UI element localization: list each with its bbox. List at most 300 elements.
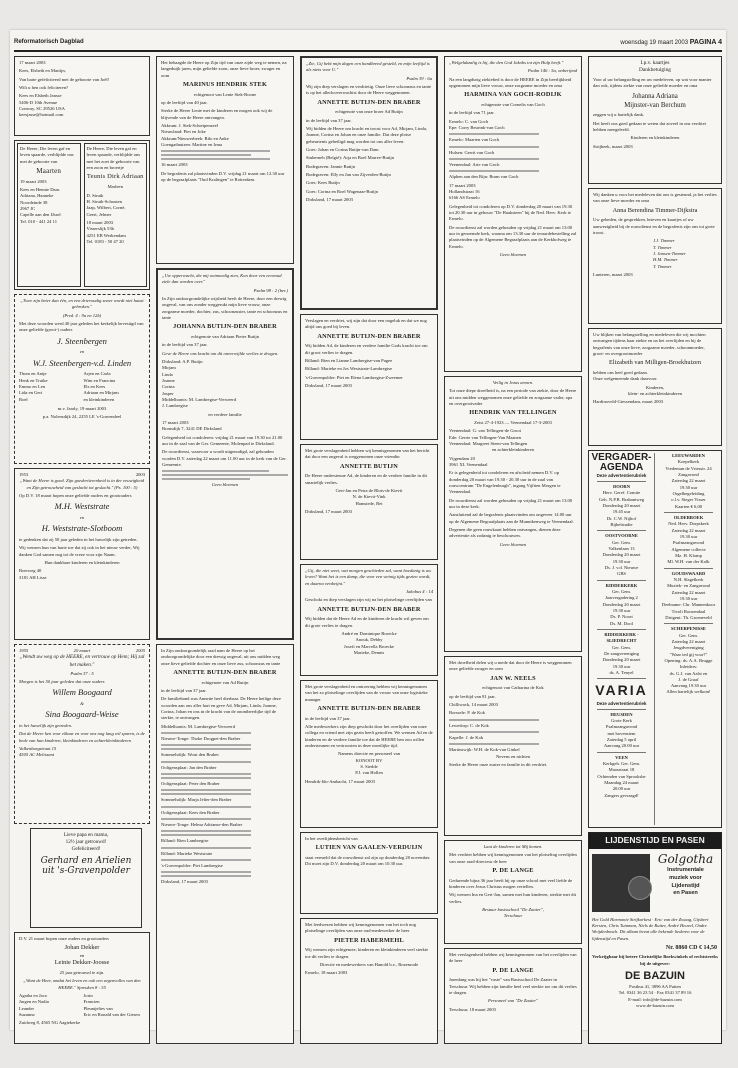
ad-text: De begrafenis zal plaatsvinden D.V. vrijdag 21 maart om 12.30 uur op de begraafplaats "Oud Kralingen" te Rotterdam. <box>161 170 285 182</box>
text-filler <box>161 806 289 808</box>
entry-line: Herv. Geref. Comite <box>602 490 641 496</box>
entry-line: ds. G.J. van Aalst en <box>669 670 708 676</box>
entry-line: Mz. H. Klomp <box>675 552 702 558</box>
ad-place: Hamstede, Bei <box>355 500 383 506</box>
entry-line: J. de Graaf <box>678 676 699 682</box>
entry-line: Jeugdvereniging <box>673 645 704 651</box>
ad-date: Hardinxveld-Giessendam, maart 2003 <box>593 399 664 405</box>
deceased-name: ANNETTE BUTIJN <box>340 462 398 470</box>
deceased-name: ANNETTE BUTIJN-DEN BRABER <box>317 98 421 106</box>
ad-address: Bronsdijk 7, 3241 DE Dirksland <box>162 426 222 432</box>
obituary-johanna-butijn <box>156 268 294 640</box>
ad-line: Kees en Hennie Daas <box>20 186 60 192</box>
family-line: Ooltgensplaat: Jan den Braber <box>161 764 217 770</box>
text-filler <box>161 744 289 750</box>
ad-signature: Geen bloemen <box>211 482 239 488</box>
sibling-name: Marleen <box>107 184 123 190</box>
cd-cover-image <box>592 854 650 912</box>
agenda-left <box>591 453 655 825</box>
entry-line: N.H. Slagelkerk <box>673 576 704 582</box>
family-line: Alphen aan den Rijn: Bram van Goch <box>449 174 519 180</box>
text-filler <box>161 773 289 779</box>
entry-line: Algemene collecte <box>671 546 706 552</box>
ad-intro: D.V. 21 maart hopen onze ouders en grootouders <box>19 936 109 941</box>
correction-notice-van-gaalen <box>300 832 438 914</box>
deceased-name: P. DE LANGE <box>492 966 534 974</box>
ad-date: Chilliwack, 14 maart 2003 <box>449 702 498 707</box>
ad-date: m.v. Jaarly, 19 maart 2003 <box>57 406 107 412</box>
announcement-birth-joel <box>14 56 150 136</box>
ad-date: Strijbeek, maart 2003 <box>593 143 633 149</box>
couple-name: H. Weststrate-Slotboom <box>41 523 123 534</box>
entry-line: Zangers gevraagd! <box>604 792 639 798</box>
ad-signature: Hun dankbare kinderen en kleinkinderen <box>44 560 120 566</box>
ad-text: Voor al uw belangstelling en uw medeleven, op wat voor manier dan ook, tijdens ziekte van onze geliefde moeder en oma <box>593 76 712 89</box>
cd-shop-info: Verkrijgbaar bij betere Christelijke Boekwinkels of rechtstreeks bij de uitgever: <box>592 954 718 966</box>
family-line: Martinswijk: W.H. de Kok-van Ginkel <box>449 747 520 753</box>
ad-signature: Namens directie en personeel van <box>338 751 400 757</box>
ad-date: 17 maart 2003 <box>19 60 46 65</box>
family-line: Ooltgensplaat: Peter den Braber <box>161 780 220 786</box>
ad-intro: De Heere, Die leven gaf en leven spaarde, verblijdde ons met de geboorte van <box>20 146 74 164</box>
obituary-van-tellingen <box>444 376 582 652</box>
ad-date: 20 maart <box>73 648 91 653</box>
ad-text: Wij wensen zijn echtgenote, kinderen en kleinkinderen veel sterkte toe dit verlies te dragen. <box>305 947 429 959</box>
deceased-name: Mijnster-van Berchum <box>624 101 686 109</box>
couple-name: M.H. Weststrate <box>54 501 110 512</box>
text-filler <box>161 732 289 734</box>
family-line: Joanne <box>162 377 175 383</box>
ad-signature: Gert-Jan en Petra de Blois-de Kievit <box>335 488 403 493</box>
text-filler <box>161 150 289 160</box>
entry-line: Psalmzangavond <box>605 724 638 730</box>
agenda-entry <box>658 571 719 622</box>
ad-text: Alle medewerkers zijn diep geschokt door het overlijden van onze collega en vriend met zijn gezin heeft getroffen. We wensen Ad en de kinderen en de verdere familie toe dat de HEERE hen zou willen ondersteunen en vertroosten in deze moeilijke tijd. <box>305 724 433 748</box>
ad-age: in de leeftijd van 71 jaar. <box>449 110 495 116</box>
column-4 <box>444 56 582 1020</box>
ad-date: Dirksland, 17 maart 2003 <box>305 382 352 388</box>
ad-text: Jarenlang was hij het "vaste" van Basisschool De Zaaier in Terschuur. Wij hebben zijn familie heel veel sterkte toe om dit verlies te dragen. <box>449 977 577 995</box>
ad-text: Verslagen en verdriet, wij zijn dat door een ongeluk en dat we nog altijd ons goed bij leven. <box>305 318 427 330</box>
family-line: Middelharnis: M. Lambregtse-Verweerd <box>161 723 236 729</box>
ad-text: Met droefheid delen wij u mede dat door de Heere is weggenomen onze geliefde zwager en oom <box>449 660 572 672</box>
text-filler <box>161 871 289 877</box>
ad-signature: P.J. van Hollen <box>355 770 383 776</box>
ad-signature: Geen bloemen <box>499 251 527 257</box>
agenda-entry <box>591 533 652 577</box>
ad-line: Jaap, Wilbert, Corné, <box>86 205 126 211</box>
ad-text: De Heere ondersteune Ad, de kinderen en de verdere familie in dit smartelijk verlies. <box>305 473 427 485</box>
price-value: € 14,50 <box>699 945 717 952</box>
ad-line: D. Struik <box>86 192 104 198</box>
text-filler <box>449 146 577 148</box>
ad-text: De rouwdienst zal worden gehouden op vrijdag 21 maart om 13.00 uur in deze kerk. <box>449 497 573 509</box>
ad-text: In het overlijdensbericht van <box>305 836 358 841</box>
agenda-entry <box>591 632 652 676</box>
column-2 <box>156 56 294 1020</box>
ad-text: In Zijn ondoorgrondelijke wijsheid heeft de Heere, door een drewig ongeval, van ons zonder weggerukt mijn lieve vrouw, onze zorgzame moeder, dochter, zus, schoonzuster, tante en schoonzus en tante <box>162 295 288 320</box>
entry-line: Jaarvergadering 2 <box>605 595 638 601</box>
entry-line: Zaterdag 22 maart <box>671 589 706 595</box>
ad-reference: Jakobus 4 : 14 <box>406 588 433 594</box>
entry-line: "Waar ted gij voor?" <box>669 651 708 657</box>
ad-subtitle: echtgenoot van Lenie Stek-Boone <box>193 91 257 97</box>
deceased-name: JOHANNA BUTIJN-DEN BRABER <box>173 323 277 331</box>
ad-subtitle: echtgenote van onze broer Ad Butijn <box>335 109 403 115</box>
album-title: Golgotha <box>657 851 714 866</box>
ad-quote: „Gij, die niet weet, wat morgen geschieden zal, want hoedanig is uw leven? Want het is een damp, die voor een weinig tijds gezien wordt, en daarna verdwijnt." <box>305 568 432 586</box>
obituary-annette-konoot <box>300 680 438 828</box>
entry-line: 19.30 uur <box>612 558 631 564</box>
ad-date: 16 maart 2003 <box>161 162 188 168</box>
entry-line: Zaterdag 22 maart <box>671 527 706 533</box>
deceased-name: Anna Berendina Timmer-Dijkstra <box>612 206 698 214</box>
vergader-agenda-logo: VERGADER-AGENDA <box>591 452 652 473</box>
ad-signature: Terschuur <box>503 913 523 919</box>
ad-text: Gedurende bijna 36 jaar heeft hij op onze school met veel liefde de kinderen over Jezus Christus mogen vertellen. <box>449 877 573 889</box>
ad-line: Lieve papa en mama, <box>63 832 109 838</box>
ad-age: in de leeftijd van 37 jaar. <box>161 688 207 693</box>
children-list <box>19 371 145 403</box>
birth-maarten <box>17 143 81 287</box>
entry-line: 20.00 uur <box>612 786 631 792</box>
couple-name: Willem Boogaard <box>52 687 112 698</box>
ad-text: Aansluitend zal de begrafenis plaatsvinden om ongeveer 14.00 uur op de Algemene Begraafplaats aan de Munnikenweg te Veenendaal. <box>449 512 574 524</box>
text-filler <box>161 847 289 849</box>
entry-place: RIDDERKERK <box>605 582 638 588</box>
agenda-entry <box>658 515 719 566</box>
ad-text: Er is gelegenheid tot condoleren en afscheid nemen D.V. op donderdag 20 maart van 19.30 - 20.30 uur in de zaal van rouwcentrum "De Engelenburgh", ingang Vijftien Morgen te Veenendaal. <box>449 470 561 495</box>
ad-age: in de leeftijd van 37 jaar. <box>162 342 208 348</box>
entry-line: Vredeman de Vriesstr. 24 <box>665 465 712 471</box>
deceased-name: MARINUS HENDRIK STEK <box>182 80 268 88</box>
deceased-name: HARMINA VAN GOCH-RODIJK <box>464 91 562 99</box>
ad-text: en verdere familie <box>208 411 242 417</box>
ad-date: 18 maart 2003 <box>86 219 114 225</box>
ad-subtitle: Dankbetuiging <box>638 67 672 74</box>
entry-place: OLDEBROEK <box>673 514 704 520</box>
deceased-name: HENDRIK VAN TELLINGEN <box>469 409 557 417</box>
ad-connector: & <box>80 701 84 707</box>
ad-date: 17 maart 2003 <box>449 182 476 188</box>
couple-name: J. Steenbergen <box>57 335 107 346</box>
publisher-website[interactable]: www.de-bazuin.com <box>636 1003 674 1009</box>
year-start: 1953 <box>19 472 29 477</box>
ad-line: Arjen en Carla <box>83 371 111 377</box>
ad-age: op de leeftijd van 81 jaar. <box>449 693 496 699</box>
ad-quote: „Want de Heere is goed. Zijn goedertierenheid is in der eeuwigheid en Zijn getrouwheid van geslacht tot geslacht." (Ps. 100 : 5) <box>19 478 145 490</box>
text-filler <box>161 789 289 795</box>
family-line: Dirksland: A.P. Butijn <box>162 358 203 364</box>
ad-text: 25 jaar getrouwd te zijn. <box>59 970 105 976</box>
entry-line: Maasstraat 18 <box>608 767 635 773</box>
family-line: Rilland: Marieke en Jos Weststrate-Lambregtse <box>305 366 393 372</box>
ad-quote: „Twee zijn beter dan één, en een drievoudig snoer wordt niet haast gebroken." <box>20 298 144 310</box>
ad-intro: De Heere, Die leven gaf en leven spaarde, verblijdde ons met het zoet de geboorte van een zoon en broertje <box>86 146 141 170</box>
ad-reference: (Pred. 4 : 9a en 12b) <box>62 312 102 318</box>
ad-subtitle: echtgenoot van Catharina de Kok <box>482 685 544 691</box>
ad-signature: N. de Kievit-Vink <box>352 494 386 500</box>
entry-line: Ml. W.H. van der Kolk <box>667 559 710 565</box>
ad-line: en kleinkinderen <box>83 396 115 402</box>
entry-line: 19.30 uur <box>679 484 698 490</box>
family-line: Goes: Johan en Corina Butijn-van Dam <box>306 146 379 152</box>
family-line: Corina <box>162 384 175 390</box>
thanks-mijnster <box>588 56 722 184</box>
ad-text: Met leedwezen hebben wij kennisgenomen van het toch nog plotselinge overlijden van onze oud-medewerker de heer <box>305 922 416 934</box>
deceased-name: ANNETTE BUTIJN-DEN BRABER <box>317 332 421 340</box>
publisher-address: Postbus 41, 3896 AA Putten <box>629 984 681 990</box>
announcement-congrats-parents <box>30 828 142 928</box>
ad-text: Uw gebeden, de gesprekken, brieven en kaartjes of uw aanwezigheid bij de rouwdienst en de begrafenis zijn ons tot grote troost. <box>593 217 715 235</box>
entry-line: 19.45 uur <box>612 509 631 515</box>
ad-age: in de leeftijd van 37 jaar. <box>306 117 352 123</box>
obituary-annette-lambregtse <box>300 314 438 440</box>
ad-text: Na een langdurig ziektebed is door de HEERE in Zijn heerlijkheid opgenomen mijn lieve vrouw, onze zorgzame moeder en oma <box>449 76 572 88</box>
ad-line: Adriaan en Mirjam <box>83 390 119 396</box>
entry-line: Zaterdag 5 april <box>606 736 637 742</box>
entry-line: Zaterdag 22 maart <box>671 638 706 644</box>
ad-date: Hendrik-Ido-Ambacht, 17 maart 2003 <box>305 778 375 784</box>
entry-line: 19.30 uur <box>679 533 698 539</box>
ad-connector: en <box>79 349 85 355</box>
entry-place: GOUDSWAARD <box>671 570 706 576</box>
entry-line: Ds. J. v.d. Nieuwe <box>604 565 639 571</box>
year-end: 2005 <box>135 648 145 653</box>
cd-tagline: en Pasen <box>673 890 698 897</box>
family-line: Veenendaal: G. van Tellingen-de Groot <box>449 428 521 434</box>
family-line: Nieuwe-Tonge: Thoke Drogpet-den Braber <box>161 735 241 741</box>
entry-line: Ger. Gem. <box>611 589 631 594</box>
entry-place: VEEN <box>615 754 628 760</box>
ad-text: Uw blijken van belangstelling en medeleven die wij mochten ontvangen tijdens haar ziekte en na het overlijden en bij de begrafenis van onze lieve, zorgzame moeder, schoonmoeder, groot- en overgrootmoeder <box>593 332 706 356</box>
ad-signature: Directie en medewerkers van Hanold b.v., Rozenrode <box>319 962 419 967</box>
entry-place: DOORN <box>612 484 631 490</box>
ad-line: Agatha en Jaco <box>19 993 48 999</box>
family-line: Ermelo: Maarten van Goch <box>449 137 500 143</box>
ad-line: Lida en Gert <box>19 390 43 396</box>
obituary-annette-friends <box>300 444 438 560</box>
ad-address: Vijgendam 20 <box>449 455 475 461</box>
column-5 <box>588 56 722 1020</box>
ad-signature: Anouk, Debby <box>355 637 383 643</box>
ad-line: Conway, SC 29526 USA <box>19 105 65 111</box>
agenda-entry <box>591 712 652 750</box>
ad-line: Geert, Jelmer <box>86 211 112 217</box>
family-line: Sommelsdijk: Wout den Braber <box>161 752 219 758</box>
family-line: Ooltgensplaat: Kees den Braber <box>161 809 220 815</box>
ad-reference: Psalm 146 : 5a, onberijmd <box>527 68 577 74</box>
ad-text: In Zijn ondoorgrondelijk raad nam de Heere op het ondoorgrondelijke door een drewig ongeval, uit ons midden weg onze lieve geliefde dochter en onze lieve zus, schoonzus en tante <box>161 648 281 666</box>
ad-subtitle: echtgenote van Adriaan Pieter Butijn <box>191 333 259 339</box>
ad-text: Met verdriet hebben wij kennisgenomen van het plotseling overlijden van onze raad-directeur de heer <box>449 852 577 864</box>
ad-text: staat vermeld dat de rouwdienst zal zijn op donderdag 20 november. Dit moet zijn D.V. donderdag 20 maart om 10.30 uur. <box>305 855 431 867</box>
cd-tagline: Lijdenstijd <box>671 882 700 889</box>
ad-quote: „Want de Heer, omdat het leven en ook een zegenvolles van den HEERE." Spreuken 8 : 35 <box>23 978 141 990</box>
varia-logo: VARIA <box>595 682 648 699</box>
announcement-anniversary-dekker <box>14 932 150 1044</box>
ad-line: Els en Kees <box>83 384 106 390</box>
ad-age: op de leeftijd van 40 jaar. <box>161 100 208 105</box>
ad-line: 12½ jaar getrouwd! <box>65 839 107 846</box>
ad-connector: en <box>79 515 85 521</box>
ad-text: Wij wensen hun van harte toe dat zij ook in het nieuw verder, Wij danken God samen nog tot de vreze voor zijn Naam. <box>19 545 140 557</box>
entry-line: Allen hartelijk welkom! <box>666 689 711 695</box>
ad-line: 2967 JC <box>20 205 36 211</box>
cd-description: Het Gold Harmonie Strijkorkest · Eric van der Zwaag, Gijsbert Kersten, Chris Tuinman, Niels de Ruiter, André Heuvel, Ondre Weijdenbosch. Dit album bevat alle bekende liederen voor de lijdenstijd en Pasen. <box>592 916 709 941</box>
deceased-name: ANNETTE BUTIJN-DEN BRABER <box>317 704 421 712</box>
deceased-name: P. DE LANGE <box>492 866 534 874</box>
ad-age: in de leeftijd van 37 jaar. <box>305 715 351 721</box>
ad-date: Dirksland, 17 maart 2003 <box>306 196 353 202</box>
ad-quote: „Welgelukzalig is hij, die den God Jakobs tot zijn Hulp heeft." <box>449 60 564 65</box>
column-1 <box>14 56 150 1026</box>
text-filler <box>449 743 577 745</box>
entry-place: RIDDERKERK - SLIEDRECHT <box>604 631 639 644</box>
text-filler <box>161 761 289 763</box>
family-line: Ermelo: C. van Goch <box>449 118 489 124</box>
ad-text: De rouwdienst zal worden gehouden op vrijdag 21 maart om 13.00 uur in genoemde kerk, waarna om 13.30 uur de teraardebestelling zal plaatsvinden op de Algemene Begraafplaats aan de Kerkhofweg te Ermelo. <box>449 224 577 249</box>
ad-text: Gelegenheid tot condoleren op D.V. donderdag 20 maart van 19.30 tot 20.30 uur in gebouw "De Haaksteen" bij de Ned. Herv. Kerk te Ermelo. <box>449 203 573 222</box>
ad-reference: Psalm 39 : 6a <box>406 75 432 81</box>
entry-line: Donderdag 20 maart <box>602 552 641 558</box>
ad-signature: S. Siedde <box>360 763 378 769</box>
ad-signature: T. Timmer <box>653 244 672 250</box>
family-line: Epe: Corry Beurink-van Goch <box>449 124 505 130</box>
agenda-right <box>658 453 719 825</box>
child-name: Maarten <box>36 166 62 175</box>
publisher-phone: Tel. 0341 36 23 54 · Fax 0341 37 89 16 <box>618 990 692 996</box>
ad-text: Gelegenheid tot condoleren: vrijdag 21 maart van 19.30 tot 21.00 uur in de zaal van de Ger. Gemeente, Molenpad te Dirksland. <box>162 434 283 446</box>
agenda-entry <box>658 626 719 696</box>
couple-name: Leinie Dekker-Joosse <box>54 959 110 967</box>
ad-line: H. Struik-Schouten <box>86 198 122 204</box>
thanks-timmer <box>588 188 722 324</box>
entry-line: Dirigent: Th. Groeneveld <box>665 614 712 620</box>
ad-text: Onze welgemeende dank daarvoor. <box>593 376 658 382</box>
agenda-columns <box>591 453 719 825</box>
ad-address: 6166 AS Ermelo <box>449 195 480 201</box>
child-name: Teunis Dirk Adriaan <box>86 173 144 181</box>
family-line: Veenendaal: Arie van Goch <box>449 161 500 167</box>
entry-line: Inleiders: <box>679 664 698 670</box>
ad-dates: Zeist 27-4-1923 — Veenendaal 17-3-2003 <box>474 420 552 425</box>
ad-signature: T. Timmer <box>653 263 672 269</box>
ad-intro: Met deze woorden werd 40 jaar geleden het kerkelijk bevestigd van onze geliefde (groot-) ouders <box>19 320 144 333</box>
family-line: Rilland: Rien Lambregtse <box>161 838 209 844</box>
obituary-annette-broecke <box>300 564 438 676</box>
text-filler <box>449 158 577 160</box>
obituary-de-lange-school <box>444 840 582 944</box>
family-line: Goengadnuizen: Martine en Irma <box>161 141 223 147</box>
entry-line: Kerkgeb. Ger. Gem. <box>602 760 641 766</box>
ad-address: p.a. Nolensdijk 24, 2255 LE 's-Gravendeel <box>42 414 122 420</box>
entry-line: Psalmzangavond <box>672 540 705 546</box>
entry-line: Bijbelstudie <box>610 522 633 528</box>
family-line: Rilland: Marieke Weststrate <box>161 850 213 856</box>
entry-line: Dr. C.W. Nijhof <box>606 515 637 521</box>
ad-signature: Kinderen en kleinkinderen <box>630 135 680 141</box>
family-line: Sommelsdijk: Marja Jelier-den Braber <box>161 797 232 803</box>
ad-signature: Kinderen, <box>645 384 665 390</box>
signature-list <box>593 238 717 270</box>
ad-line: Kees en Elsbeth Jansse <box>19 93 62 99</box>
ad-line: Henk en Truike <box>19 377 48 383</box>
ad-line: Capelle aan den IJssel <box>20 212 61 218</box>
ad-banner: LIJDENSTIJD EN PASEN <box>589 833 721 849</box>
ad-text: hebben ons heel goed gedaan. <box>593 370 648 375</box>
ad-line: Tel. 010 - 441 24 11 <box>20 218 58 224</box>
ad-text: Wij bidden Ad, de kinderen en verdere familie Gods kracht toe om dit groot verlies te dragen. <box>305 343 428 355</box>
ad-address: 4505 AC Melissant <box>19 752 55 758</box>
ad-text: Degenen die geen rouwkaart hebben ontvangen, dienen deze advertentie als zodanig te beschouwen. <box>449 526 561 539</box>
ad-signature: Marieke, Dennis <box>353 649 385 655</box>
ad-line: Adriana, Hanneke <box>20 193 54 199</box>
couple-name: Johan Dekker <box>64 944 100 952</box>
ad-signature: Josefi en Marcella Broecke <box>343 643 395 649</box>
entry-line: Opening: ds. A.A. Brugge <box>664 657 713 663</box>
ad-address: Boerweg 40 <box>19 568 42 574</box>
entry-place: OOSTVOORNE <box>605 533 638 539</box>
agenda-entry <box>591 583 652 627</box>
deceased-name: Johanna Adriana <box>632 92 678 100</box>
ad-line: keesjasse@hotmail.com <box>19 112 64 118</box>
agenda-entry <box>591 755 652 799</box>
text-filler <box>449 731 577 733</box>
ad-date: 19 maart 2003 <box>20 178 47 184</box>
ad-text: en achterkleinkinderen <box>492 447 534 453</box>
ad-date: Lunteren, maart 2003 <box>593 271 633 277</box>
entry-line: Ger. Gem. <box>611 539 631 545</box>
ad-line: Roel <box>19 396 28 402</box>
cd-title-block <box>653 851 718 915</box>
entry-line: Kaarten € 6,00 <box>674 503 703 509</box>
ad-signature: Geen bloemen <box>499 541 527 547</box>
entry-line: Ger. Gem. <box>611 644 631 650</box>
family-line: Nieuwe-Tonge: Helma Adrianse-den Braber <box>161 821 243 827</box>
ad-line: Jurgen en Nadia <box>19 999 49 1005</box>
ad-line: Kees, Elsbeth en Martijn, <box>19 68 66 74</box>
ad-connector: en <box>79 953 85 959</box>
ad-quote: „Wendt uw weg op de HEERE, en vertrouw op Hem; Hij zal het maken." <box>19 654 145 668</box>
agenda-entry <box>658 453 719 510</box>
entry-line: De zangvereniging <box>604 650 639 656</box>
ad-reference: Psalm 37 : 5 <box>70 670 94 676</box>
ad-text: Wij danken u voor het medeleven dat ons is gesteund, ja het verlies van onze lieve moeder en oma <box>593 192 717 204</box>
entry-line: Ds. M. Dool <box>610 620 633 626</box>
family-line: J. Lambregtse <box>162 403 188 409</box>
cd-promo <box>589 849 721 917</box>
ad-signature: Bestuur basisschool "De Zaaier", <box>482 906 544 912</box>
newspaper-page <box>10 30 726 1030</box>
family-line: Rilland: Rien en Lianne Lambregtse-van Pagee <box>305 358 393 363</box>
family-line: Ede: Gerrie van Tellingen-Van Maanen <box>449 434 522 440</box>
entry-place: SCHERPENISSE <box>671 626 706 632</box>
ad-address: Valkenburgstraat 15 <box>19 746 57 752</box>
section-subtitle: Deze advertentierubriek <box>596 473 647 478</box>
family-line: 's-Gravenpolder: Piet en Elena Lambregtse-Zweemer <box>305 374 403 380</box>
ad-signature: J.J. Timmer <box>653 238 675 244</box>
ad-text: Nevens en nichten <box>496 753 530 759</box>
family-line: Veenendaal: Margreet Steen-van Tellingen <box>449 440 528 446</box>
couple-name: Sina Boogaard-Weise <box>45 709 119 720</box>
family-line: Bodegraven: Elly en Jan van Zijverden-Butijn <box>306 171 391 177</box>
ad-quote: Veilig in Jezus armen. <box>492 380 534 385</box>
ad-text: Het behaagde de Heere op Zijn tijd van onze zijde weg te nemen, na langeduijk jaren, mijn geliefde zoon, onze lieve broer, zwager en oom <box>161 60 287 78</box>
text-filler <box>449 719 577 721</box>
publisher-email[interactable]: E-mail: info@de-bazuin.com <box>628 996 682 1002</box>
family-line: Goes: Corina en Roel Wagenaar-Butijn <box>306 188 378 194</box>
